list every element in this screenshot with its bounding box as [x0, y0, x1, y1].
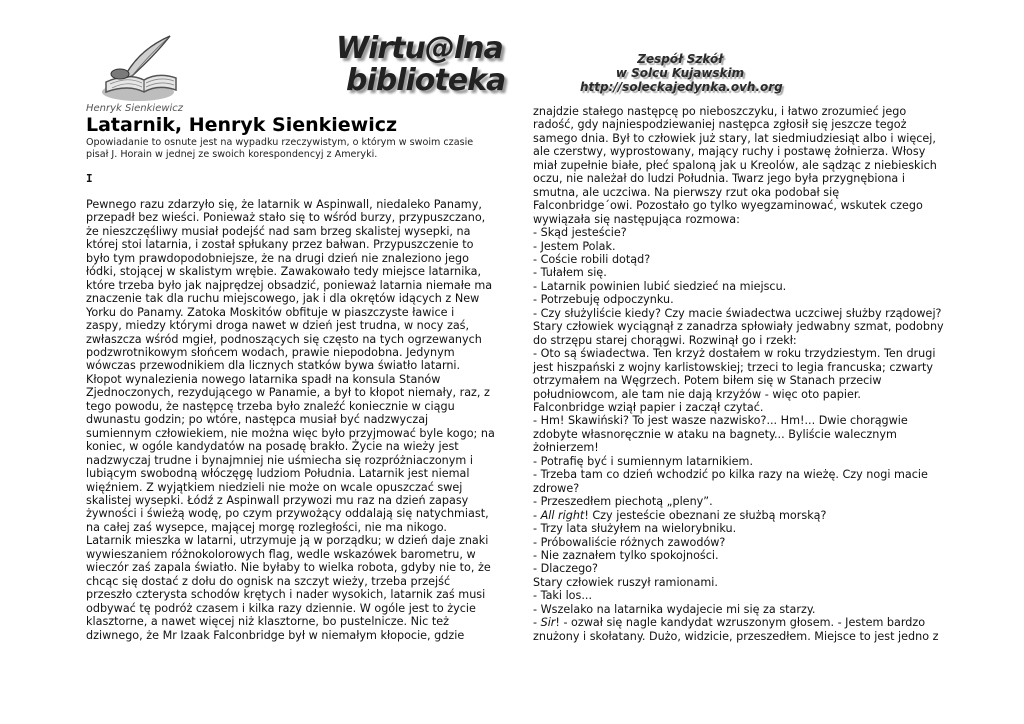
text-line: klasztorne, a nawet więcej niż klasztorne, bo pustelnicze. Nic też: [86, 615, 449, 629]
quill-book-icon: [98, 32, 184, 104]
text-line: samego dnia. Był to człowiek już stary, lat siedmiudziesiąt albo i więcej,: [533, 131, 936, 145]
logo-line-1: Wirtu@lna: [336, 31, 503, 66]
text-line: tego powodu, że następcę trzeba było znaleźć koniecznie w ciągu: [86, 399, 455, 413]
text-line: zwłaszcza wśród mgieł, podnoszących się często na tych ogrzewanych: [86, 332, 482, 346]
text-line: Falconbridge wziął papier i zaczął czytać.: [533, 400, 764, 414]
text-line: żywności i świeżą wodę, po czym przywożący oddalają się natychmiast,: [86, 507, 489, 521]
text-line: - Taki los...: [533, 589, 593, 603]
text-line: Yorku do Panamy. Zatoka Moskitów obfituje w piaszczyste ławice i: [86, 305, 455, 319]
text-line: sumiennym człowiekiem, nie można więc było przyjmować byle kogo; na: [86, 426, 495, 440]
text-line: przeszło czterysta schodów krętych i nader wysokich, latarnik zaś musi: [86, 588, 486, 602]
text-line: - Sir! - ozwał się nagle kandydat wzruszonym głosem. - Jestem bardzo: [533, 616, 926, 630]
text-line: - Skąd jesteście?: [533, 226, 627, 240]
text-line: Latarnik mieszka w latarni, utrzymuje ją w porządku; w dzień daje znaki: [86, 534, 489, 548]
text-line: chcąc się dostać z dołu do ognisk na szczyt wieży, trzeba przejść: [86, 574, 451, 588]
text-line: - Próbowaliście różnych zawodów?: [533, 535, 726, 549]
chapter-heading: I: [86, 172, 93, 185]
text-line: wówczas przewodnikiem dla licznych statków bywa światło latarni.: [86, 359, 461, 373]
text-line: lubiącym swobodną włóczęgę ludziom Południa. Latarnik jest niemal: [86, 467, 470, 481]
text-line: - All right! Czy jesteście obeznani ze służbą morską?: [533, 508, 827, 522]
text-line: której stoi latarnia, i został spłukany przez bałwan. Przypuszczenie to: [86, 238, 474, 252]
text-line: koniec, w ogóle kandydatów na posadę brakło. Życie na wieży jest: [86, 440, 459, 454]
text-line: Stary człowiek ruszył ramionami.: [533, 575, 718, 589]
text-line: miał zupełnie białe, płeć spaloną jak u Kreolów, ale sądząc z niebieskich: [533, 158, 937, 172]
text-line: żołnierzem!: [533, 441, 599, 455]
text-line: dwunastu godzin; po wtóre, następca musiał być nadzwyczaj: [86, 413, 429, 427]
text-line: - Przeszedłem piechotą „pleny”.: [533, 495, 713, 509]
text-line: znużony i skołatany. Dużo, widzicie, przeszedłem. Miejsce to jest jedno z: [533, 629, 939, 643]
text-line: do strzępu starej chorągwi. Rozwinął go i rzekł:: [533, 333, 797, 347]
text-line: - Potrafię być i sumiennym latarnikiem.: [533, 454, 754, 468]
text-line: - Tułałem się.: [533, 266, 607, 280]
text-line: Kłopot wynalezienia nowego latarnika spadł na konsula Stanów: [86, 372, 441, 386]
text-line: - Potrzebuję odpoczynku.: [533, 293, 674, 307]
text-line: wieczór zaś zapala światło. Nie byłaby to wielka robota, gdyby nie to, że: [86, 561, 491, 575]
text-line: - Wszelako na latarnika wydajecie mi się za starzy.: [533, 602, 816, 616]
text-line: było tym prawdopodobniejsze, że na drugi dzień nie znaleziono jego: [86, 251, 469, 265]
text-line: dziwnego, że Mr Izaak Falconbridge był w niemałym kłopocie, gdzie: [86, 628, 465, 642]
school-url: http://soleckajedynka.ovh.org: [580, 80, 783, 94]
text-line: wywieszaniem różnokolorowych flag, wedle wskazówek barometru, w: [86, 547, 476, 561]
text-line: Falconbridge´owi. Pozostało go tylko wyegzaminować, wskutek czego: [533, 199, 923, 213]
text-line: zdrowe?: [533, 481, 580, 495]
left-column-text: [86, 198, 495, 642]
right-column-text: [533, 105, 943, 643]
wirtualna-biblioteka-logo: [336, 31, 508, 100]
document-title: Latarnik, Henryk Sienkiewicz: [86, 114, 398, 136]
text-line: Zjednoczonych, rezydującego w Panamie, a był to kłopot niemały, raz, z: [86, 386, 490, 400]
text-line: - Dlaczego?: [533, 562, 598, 576]
text-line: smutna, ale uczciwa. Na pierwszy rzut oka podobał się: [533, 185, 840, 199]
text-line: przepadł bez wieści. Ponieważ stało się to wśród burzy, przypuszczano,: [86, 211, 486, 225]
text-line: nadzwyczaj trudne i bynajmniej nie uśmiecha się rozpróżniaczonym i: [86, 453, 473, 467]
logo-line-2: biblioteka: [346, 63, 506, 98]
text-line: - Latarnik powinien lubić siedzieć na miejscu.: [533, 279, 787, 293]
quill-book-logo: [98, 32, 184, 104]
italic-phrase: Sir: [540, 616, 556, 630]
text-line: znajdzie stałego następcę po nieboszczyku, i łatwo zrozumieć jego: [533, 105, 907, 118]
text-line: otrzymałem na Węgrzech. Potem biłem się w Stanach przeciw: [533, 374, 882, 388]
document-description: [86, 137, 486, 160]
italic-phrase: All right: [540, 508, 585, 522]
text-line: - Jestem Polak.: [533, 239, 616, 253]
text-line: skalistej wysepki. Łódź z Aspinwall przywozi mu raz na dzień zapasy: [86, 493, 469, 507]
text-line: ale czerstwy, wyprostowany, mający ruchy i postawę żołnierza. Włosy: [533, 145, 926, 159]
text-line: Pewnego razu zdarzyło się, że latarnik w Aspinwall, niedaleko Panamy,: [86, 198, 482, 211]
text-line: - Nie zaznałem tylko spokojności.: [533, 548, 719, 562]
school-logo: [580, 52, 783, 94]
text-line: - Coście robili dotąd?: [533, 252, 651, 266]
text-line: - Trzy lata służyłem na wielorybniku.: [533, 522, 737, 536]
text-line: zdobyte własnoręcznie w ataku na bagnety... Byliście walecznym: [533, 427, 897, 441]
school-name: Zespół Szkół: [637, 52, 723, 66]
text-line: podzwrotnikowym słońcem wodach, prawie niepodobna. Jedynym: [86, 345, 455, 359]
text-line: na całej zaś wysepce, mającej morgę rozległości, nie ma nikogo.: [86, 520, 447, 534]
text-line: radość, gdy najniespodziewaniej następca zgłosił się jeszcze tegoż: [533, 118, 907, 132]
text-line: znaczenie tak dla ruchu miejscowego, jak i dla okrętów idących z New: [86, 292, 480, 306]
description-line: Opowiadanie to osnute jest na wypadku rzeczywistym, o którym w swoim czasie: [86, 137, 474, 148]
school-location: w Solcu Kujawskim: [615, 66, 745, 80]
text-line: łódki, stojącej w skalistym wrębie. Zawakowało tedy miejsce latarnika,: [86, 265, 482, 279]
text-line: - Oto są świadectwa. Ten krzyż dostałem w roku trzydziestym. Ten drugi: [533, 347, 936, 361]
text-line: oczu, nie należał do ludzi Południa. Twarz jego była przygnębiona i: [533, 172, 905, 186]
text-line: południowcom, ale tam nie dają krzyżów - więc oto papier.: [533, 387, 861, 401]
text-line: które trzeba było jak najprędzej obsadzić, ponieważ latarnia niemałe ma: [86, 278, 493, 292]
text-line: - Czy służyliście kiedy? Czy macie świadectwa uczciwej służby rządowej?: [533, 306, 942, 320]
text-line: Stary człowiek wyciągnął z zanadrza spłowiały jedwabny szmat, podobny: [533, 320, 944, 334]
author-label: Henryk Sienkiewicz: [86, 103, 184, 114]
text-line: - Hm! Skawiński? To jest wasze nazwisko?... Hm!... Dwie chorągwie: [533, 414, 908, 428]
description-line: pisał J. Horain w jednej ze swoich korespondencyj z Ameryki.: [86, 148, 378, 160]
text-line: - Trzeba tam co dzień wchodzić po kilka razy na wieżę. Czy nogi macie: [533, 468, 928, 482]
text-line: odbywać tę podróż czasem i kilka razy dziennie. W ogóle jest to życie: [86, 601, 476, 615]
text-line: więźniem. Z wyjątkiem niedzieli nie może on wcale opuszczać swej: [86, 480, 463, 494]
text-line: że nieszczęśliwy musiał podejść nad sam brzeg skalistej wysepki, na: [86, 224, 471, 238]
text-line: wywiązała się następująca rozmowa:: [533, 212, 740, 226]
text-line: jest hiszpański z wojny karlistowskiej; trzeci to legia francuska; czwarty: [533, 360, 933, 374]
text-line: zaspy, miedzy którymi droga nawet w dzień jest trudna, w nocy zaś,: [86, 319, 470, 333]
